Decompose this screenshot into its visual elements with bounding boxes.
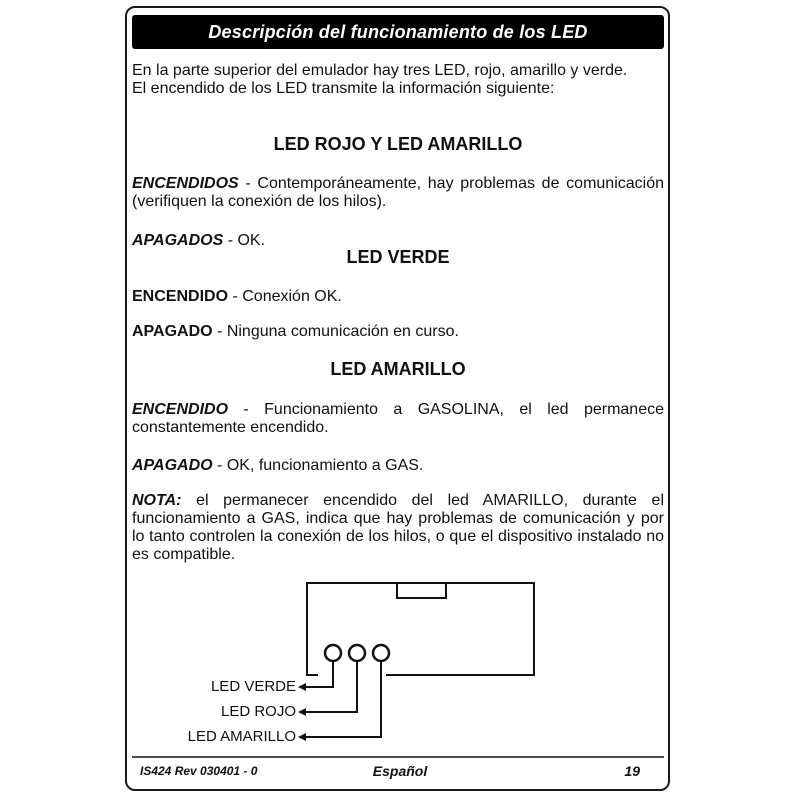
arrow-led-verde-icon [298,683,306,691]
amarillo-off-text: - OK, funcionamiento a GAS. [212,457,424,474]
intro-line-2: El encendido de los LED transmite la información siguiente: [132,80,555,97]
note-text: el permanecer encendido del led AMARILLO, durante el funcionamiento a GAS, indica que hay problemas de comunicación y por lo tanto controlen la conexión de los hilos, o que el dispositivo instalado no es compatible. [132,492,664,563]
led-rojo-icon [349,645,365,661]
verde-on-text: - Conexión OK. [228,288,342,305]
verde-off-text: - Ninguna comunicación en curso. [212,323,459,340]
amarillo-on-text: - Funcionamiento a GASOLINA, el led permanece constantemente encendido. [132,401,664,436]
led-verde-icon [325,645,341,661]
label-led-verde: LED VERDE [210,678,296,695]
arrow-led-amarillo-icon [298,733,306,741]
footer-language: Español [372,763,428,779]
connector-tab [397,583,446,598]
verde-on-label: ENCENDIDO [132,288,229,305]
heading-rojo-amarillo: LED ROJO Y LED AMARILLO [273,134,523,154]
rojo-amarillo-on-label: ENCENDIDOS [132,175,239,192]
heading-amarillo: LED AMARILLO [330,359,466,379]
emulator-outline-left [307,648,318,675]
footer-page-number: 19 [624,763,640,779]
rojo-amarillo-off-label: APAGADOS [132,232,224,249]
title-text: Descripción del funcionamiento de los LED [208,21,588,42]
led-amarillo-icon [373,645,389,661]
heading-verde: LED VERDE [346,247,450,267]
rojo-amarillo-off-text: - OK. [223,232,266,249]
intro-line-1: En la parte superior del emulador hay tres LED, rojo, amarillo y verde. [132,62,628,79]
note-label: NOTA: [132,492,182,509]
verde-off-label: APAGADO [132,323,213,340]
leader-led-amarillo [301,661,381,737]
arrow-led-rojo-icon [298,708,306,716]
amarillo-on-label: ENCENDIDO [132,401,229,418]
amarillo-off-label: APAGADO [132,457,213,474]
rojo-amarillo-on-text: - Contemporáneamente, hay problemas de comunicación (verifiquen la conexión de los hilos). [132,175,664,210]
label-led-rojo: LED ROJO [220,703,296,720]
footer-doc-code: IS424 Rev 030401 - 0 [140,764,258,778]
label-led-amarillo: LED AMARILLO [187,728,296,745]
